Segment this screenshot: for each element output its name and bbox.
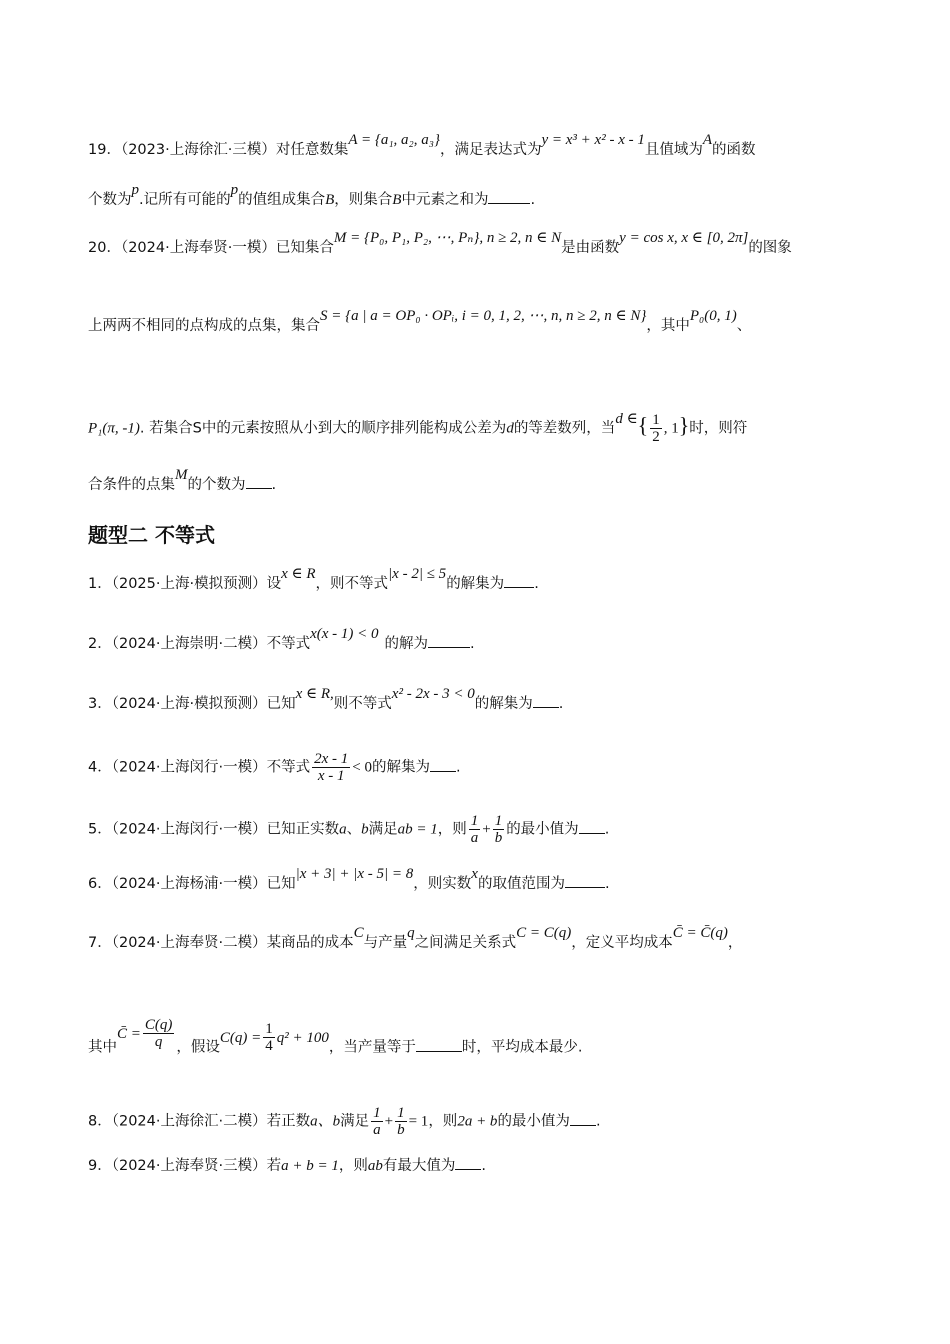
fraction-denominator: 2 (652, 429, 660, 445)
p7-cq-tail: q² + 100 (276, 1029, 329, 1046)
p5-text: 满足 (368, 821, 398, 838)
p7-text: ， (727, 935, 743, 951)
q20-end: . (271, 477, 277, 493)
q19-b-symbol: B (392, 192, 402, 208)
fraction-numerator: 1 (373, 1105, 381, 1121)
q20-m-symbol: M (175, 467, 188, 483)
p9-text: 有最大值为 (382, 1158, 456, 1174)
p1-text: ，则不等式 (315, 576, 389, 592)
q19-text: .记所有可能的 (139, 192, 231, 208)
q20-text: 的等差数列，当 (513, 420, 616, 437)
p8-text: ，则 (428, 1113, 458, 1130)
answer-blank[interactable] (488, 189, 530, 204)
fraction-numerator: C(q) (144, 1017, 173, 1033)
p5-fraction-2 (493, 813, 505, 846)
p2-end: . (470, 636, 475, 652)
p8-label: 8．（2024·上海徐汇·二模）若正数 (88, 1113, 311, 1130)
problem-1 (88, 566, 539, 594)
p7-cq: C(q) = (219, 1029, 262, 1046)
p7-text: 之间满足关系式 (414, 935, 517, 951)
p3-label: 3．（2024·上海·模拟预测）已知 (88, 696, 296, 712)
q20-d-symbol: d ∈ (615, 410, 638, 427)
p9-cond: a + b = 1 (281, 1158, 339, 1174)
q19-set-a: A = {a₁, a₂, a₃} (348, 132, 440, 148)
p5-plus: + (482, 821, 491, 838)
p1-end: . (534, 576, 539, 592)
p4-fraction (312, 751, 350, 784)
answer-blank[interactable] (579, 819, 605, 834)
q20-text: ，其中 (646, 318, 690, 334)
q19-a-symbol: A (702, 132, 713, 148)
answer-blank[interactable] (430, 757, 456, 772)
answer-blank[interactable] (504, 573, 534, 588)
p5-a: a (339, 821, 347, 838)
question-19-line-2 (88, 182, 536, 210)
p4-end: . (455, 759, 461, 776)
p1-ineq: |x - 2| ≤ 5 (388, 566, 447, 582)
q19-text: 的值组成集合 (238, 192, 326, 208)
p5-text: ，则 (437, 821, 467, 838)
p8-fraction-1 (371, 1105, 383, 1138)
p6-label: 6．（2024·上海杨浦·一模）已知 (88, 876, 296, 892)
p7-q: q (407, 925, 415, 941)
p3-text: 则不等式 (333, 696, 392, 712)
q20-brace-open: { (637, 412, 649, 438)
answer-blank[interactable] (533, 693, 559, 708)
fraction-denominator: a (373, 1122, 381, 1138)
p8-end: . (595, 1113, 601, 1130)
problem-2 (88, 626, 475, 654)
problem-3 (88, 686, 564, 714)
p8-plus: + (384, 1113, 394, 1130)
p7-text: 与产量 (363, 935, 408, 951)
p8-fraction-2 (395, 1105, 407, 1138)
p6-x: x (471, 866, 478, 882)
question-20-line-1 (88, 230, 792, 258)
problem-7-line-2 (88, 1017, 583, 1064)
question-20-line-4 (88, 467, 277, 495)
q19-text: 个数为 (88, 192, 132, 208)
p5-text: 的最小值为 (506, 821, 579, 838)
fraction-denominator: b (494, 830, 503, 846)
question-20-line-2 (88, 308, 752, 336)
q19-label: 19．（2023·上海徐汇·三模）对任意数集 (88, 142, 349, 158)
q20-p1: P₁(π, -1) (88, 420, 140, 437)
p8-text: 满足 (340, 1113, 370, 1130)
p7-text: ，当产量等于 (328, 1039, 416, 1056)
problem-7-line-1 (88, 925, 743, 953)
fraction-numerator: 1 (397, 1105, 405, 1121)
p6-cond: |x + 3| + |x - 5| = 8 (295, 866, 414, 882)
p5-cond: ab = 1 (397, 821, 438, 838)
p8-eq: = 1 (408, 1113, 429, 1130)
answer-blank[interactable] (428, 633, 470, 648)
q20-brace-close: } (678, 412, 690, 438)
p7-c: C (353, 925, 364, 941)
q19-tail: 且值域为 (644, 142, 703, 158)
q19-b-symbol: B (325, 192, 335, 208)
p4-text: 的解集为 (371, 759, 430, 776)
q19-end: . (530, 192, 536, 208)
fraction-numerator: 1 (652, 412, 660, 428)
p7-avg: C̄ = C̄(q) (672, 925, 728, 941)
q20-text: 是由函数 (561, 240, 620, 256)
p7-text: 时，平均成本最少. (461, 1039, 583, 1056)
q20-text: 上两两不相同的点构成的点集，集合 (88, 318, 320, 334)
q20-p0: P₀(0, 1) (689, 308, 737, 324)
p3-text: 的解集为 (474, 696, 533, 712)
p7-text: 其中 (88, 1039, 117, 1056)
q19-expr: y = x³ + x² - x - 1 (541, 132, 645, 148)
q20-set-tail: , 1 (663, 420, 679, 437)
q20-fraction (650, 412, 662, 445)
section-title: 题型二 不等式 (88, 523, 215, 547)
fraction-numerator: 1 (265, 1021, 273, 1037)
q20-text: . 若集合S中的元素按照从小到大的顺序排列能构成公差为 (139, 420, 507, 437)
q20-func: y = cos x, x ∈ [0, 2π] (619, 230, 749, 246)
p3-ineq: x² - 2x - 3 < 0 (391, 686, 475, 702)
p7-text: ，定义平均成本 (571, 935, 673, 951)
q19-mid: ，满足表达式为 (439, 142, 542, 158)
fraction-numerator: 2x - 1 (314, 751, 349, 767)
fraction-denominator: x - 1 (317, 768, 345, 784)
fraction-denominator: b (397, 1122, 405, 1138)
q20-text: 的个数为 (187, 477, 246, 493)
q19-p-symbol: p (131, 182, 139, 198)
q20-text: 的图象 (748, 240, 792, 256)
answer-blank[interactable] (570, 1111, 596, 1126)
problem-5 (88, 813, 609, 846)
problem-9 (88, 1155, 486, 1176)
q19-text: 中元素之和为 (401, 192, 489, 208)
fraction-numerator: 1 (470, 813, 479, 829)
p7-avg-fraction (143, 1017, 175, 1050)
problem-8 (88, 1105, 601, 1138)
q19-text: ，则集合 (334, 192, 393, 208)
question-19-line-1 (88, 132, 756, 160)
p7-quarter-fraction (263, 1021, 275, 1054)
p9-label: 9．（2024·上海奉贤·三模）若 (88, 1158, 282, 1174)
p6-text: 的取值范围为 (477, 876, 565, 892)
p5-end: . (604, 821, 610, 838)
p8-text: 的最小值为 (497, 1113, 570, 1130)
fraction-denominator: 4 (265, 1038, 273, 1054)
fraction-denominator: a (470, 830, 479, 846)
q20-text: 时，则符 (689, 420, 748, 437)
p9-text: ，则 (338, 1158, 368, 1174)
p2-label: 2．（2024·上海崇明·二模）不等式 (88, 636, 311, 652)
q20-label: 20．（2024·上海奉贤·一模）已知集合 (88, 240, 334, 256)
p9-end: . (481, 1158, 486, 1174)
p9-ab: ab (367, 1158, 383, 1174)
p2-text: 的解为 (384, 636, 429, 652)
p4-rel: < 0 (352, 759, 372, 776)
p5-fraction-1 (469, 813, 481, 846)
q20-set-m: M = {P₀, P₁, P₂, ⋯, Pₙ}, n ≥ 2, n ∈ N (333, 230, 562, 246)
fraction-numerator: 1 (494, 813, 503, 829)
p5-b: b (361, 821, 369, 838)
p2-ineq: x(x - 1) < 0 (310, 626, 379, 642)
answer-blank[interactable] (565, 873, 605, 888)
fraction-denominator: q (154, 1034, 163, 1050)
q20-text: 合条件的点集 (88, 477, 175, 493)
answer-blank[interactable] (416, 1037, 462, 1052)
p4-label: 4．（2024·上海闵行·一模）不等式 (88, 759, 311, 776)
question-20-line-3 (88, 412, 747, 445)
p3-cond: x ∈ R, (295, 686, 334, 702)
p1-text: 的解集为 (446, 576, 505, 592)
answer-blank[interactable] (246, 474, 272, 489)
p1-label: 1．（2025·上海·模拟预测）设 (88, 576, 282, 592)
p7-avg-lhs: C̄ = (117, 1025, 141, 1042)
q19-tail2: 的函数 (712, 142, 756, 158)
p6-end: . (604, 876, 610, 892)
q20-set-s: S = {a | a = OP₀ · OPᵢ, i = 0, 1, 2, ⋯, n, n ≥ 2, n ∈ N} (320, 308, 647, 324)
q19-p-symbol: p (230, 182, 239, 198)
q20-d-symbol: d (506, 420, 514, 437)
q20-text: 、 (736, 318, 752, 334)
problem-4 (88, 751, 461, 784)
p8-ab: a、b (310, 1113, 341, 1130)
p8-expr: 2a + b (457, 1113, 498, 1130)
answer-blank[interactable] (455, 1155, 481, 1170)
p5-label: 5．（2024·上海闵行·一模）已知正实数 (88, 821, 340, 838)
p1-cond: x ∈ R (281, 566, 316, 582)
p7-text: ，假设 (176, 1039, 220, 1056)
p5-sep: 、 (346, 821, 362, 838)
problem-6 (88, 866, 610, 894)
p3-end: . (558, 696, 564, 712)
p7-label: 7．（2024·上海奉贤·二模）某商品的成本 (88, 935, 354, 951)
p6-text: ，则实数 (413, 876, 472, 892)
p7-rel: C = C(q) (516, 925, 572, 941)
